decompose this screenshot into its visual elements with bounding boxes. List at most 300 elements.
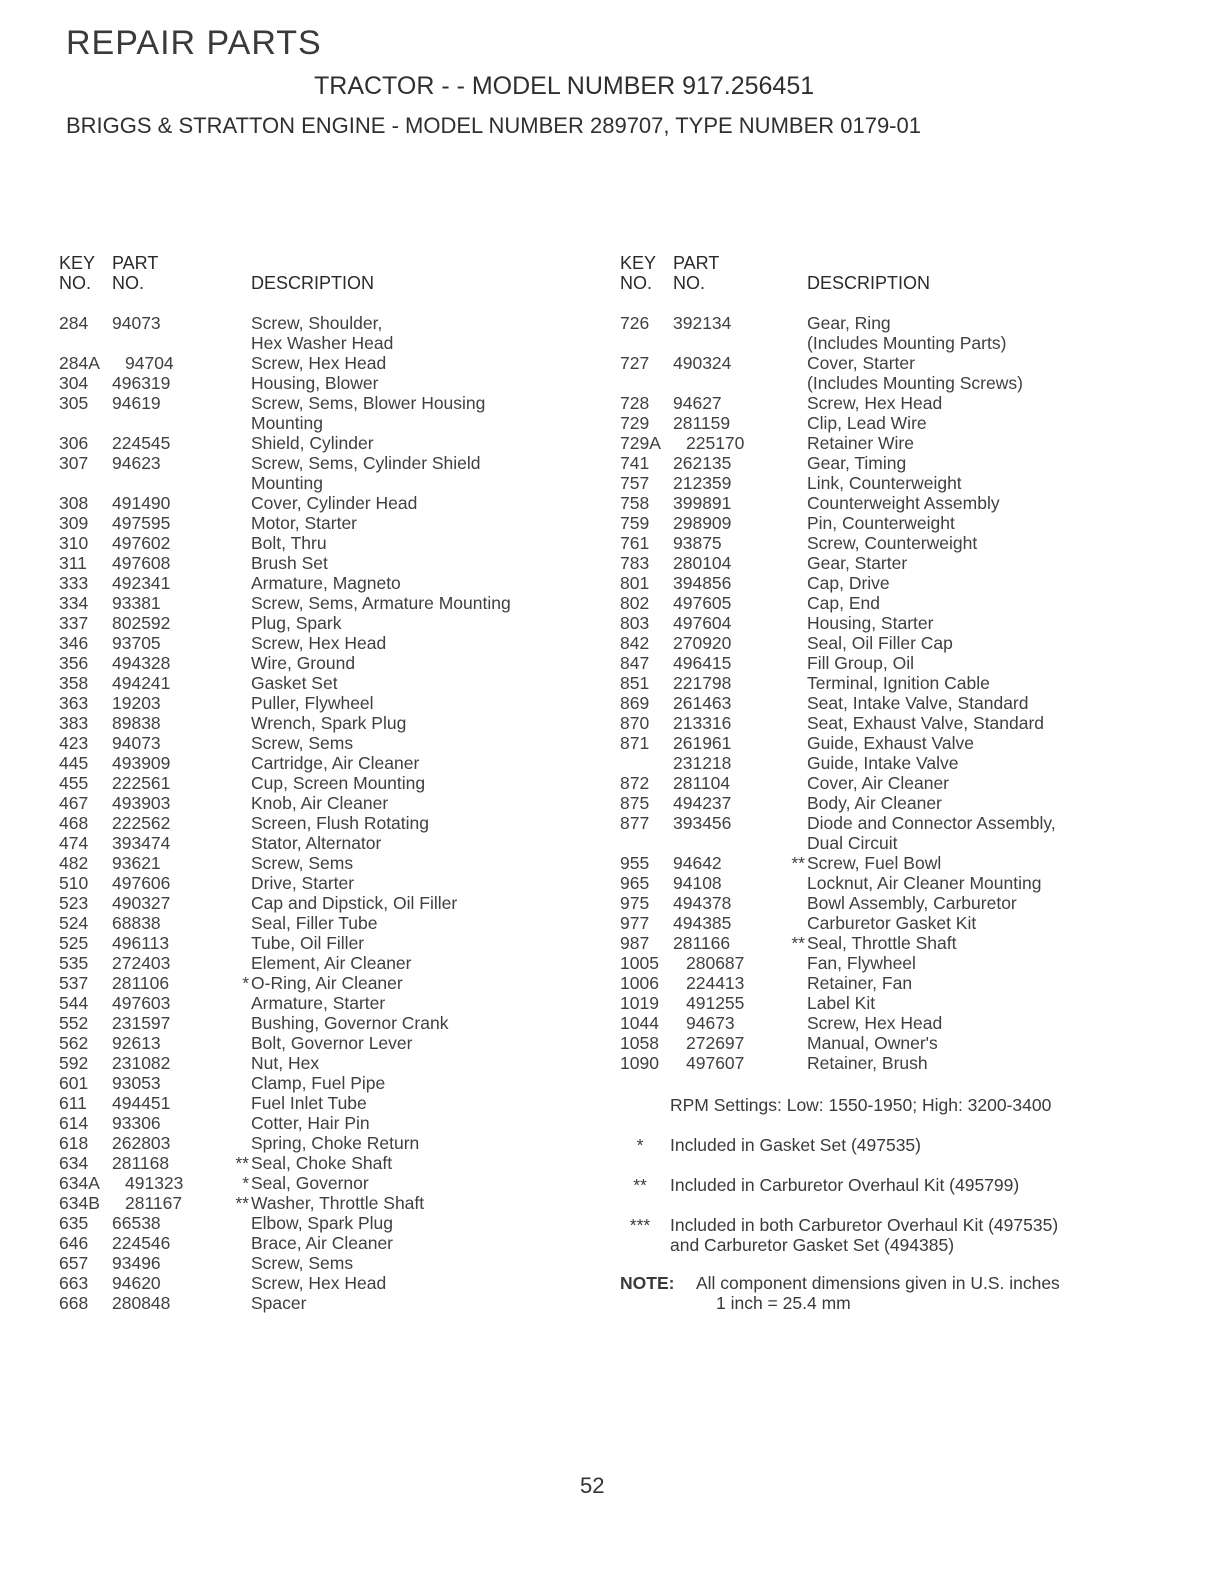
part-number: 93381 bbox=[112, 593, 161, 613]
key-number: 383 bbox=[59, 713, 89, 733]
note-text bbox=[696, 1273, 1220, 1313]
part-number: 93621 bbox=[112, 853, 161, 873]
parts-row bbox=[59, 793, 659, 813]
description-line: Housing, Blower bbox=[251, 373, 379, 393]
description-line: Elbow, Spark Plug bbox=[251, 1213, 394, 1233]
part-number: 491490 bbox=[112, 493, 171, 513]
description-line: Manual, Owner's bbox=[807, 1033, 938, 1053]
footnote-symbol: ** bbox=[633, 1175, 647, 1195]
key-number: 1006 bbox=[620, 973, 659, 993]
key-number: 1044 bbox=[620, 1013, 659, 1033]
parts-row bbox=[620, 513, 1220, 533]
part-number: 491323 bbox=[125, 1173, 184, 1193]
parts-row bbox=[620, 413, 1220, 433]
description-line: Pin, Counterweight bbox=[807, 513, 955, 533]
part-number: 262135 bbox=[673, 453, 732, 473]
part-description bbox=[251, 673, 659, 693]
parts-row bbox=[620, 1033, 1220, 1053]
parts-row bbox=[59, 493, 659, 513]
key-number: 334 bbox=[59, 593, 89, 613]
description-line: Screen, Flush Rotating bbox=[251, 813, 430, 833]
footnote-text bbox=[670, 1175, 1220, 1195]
part-description bbox=[807, 1013, 1220, 1033]
description-line: Armature, Starter bbox=[251, 993, 386, 1013]
column-header bbox=[620, 253, 1220, 313]
description-line: Knob, Air Cleaner bbox=[251, 793, 389, 813]
description-line: Link, Counterweight bbox=[807, 473, 962, 493]
key-number: 758 bbox=[620, 493, 650, 513]
parts-row bbox=[59, 693, 659, 713]
description-line: Bowl Assembly, Carburetor bbox=[807, 893, 1017, 913]
key-number: 552 bbox=[59, 1013, 89, 1033]
parts-row bbox=[59, 433, 659, 453]
parts-row bbox=[59, 1253, 659, 1273]
part-description bbox=[251, 1133, 659, 1153]
key-no-header: KEY NO. bbox=[620, 253, 657, 293]
description-line: Motor, Starter bbox=[251, 513, 358, 533]
key-number: 657 bbox=[59, 1253, 89, 1273]
part-description bbox=[807, 593, 1220, 613]
part-number: 281167 bbox=[125, 1193, 183, 1213]
part-description bbox=[807, 453, 1220, 473]
part-description bbox=[807, 313, 1220, 353]
part-description bbox=[807, 713, 1220, 733]
description-line: Washer, Throttle Shaft bbox=[251, 1193, 425, 1213]
part-description bbox=[807, 853, 1220, 873]
parts-row bbox=[59, 613, 659, 633]
parts-row bbox=[59, 1033, 659, 1053]
part-number: 93306 bbox=[112, 1113, 161, 1133]
key-number: 851 bbox=[620, 673, 650, 693]
description-line: Element, Air Cleaner bbox=[251, 953, 412, 973]
part-description bbox=[251, 753, 659, 773]
parts-row bbox=[620, 893, 1220, 913]
part-description bbox=[251, 793, 659, 813]
parts-row bbox=[620, 613, 1220, 633]
key-number: 634 bbox=[59, 1153, 89, 1173]
description-line: Retainer, Fan bbox=[807, 973, 913, 993]
key-number: 510 bbox=[59, 873, 89, 893]
description-line: Screw, Sems, Blower Housing bbox=[251, 393, 486, 413]
footnote-line: Included in both Carburetor Overhaul Kit (497535) bbox=[670, 1215, 1059, 1235]
part-number: 494241 bbox=[112, 673, 171, 693]
part-description bbox=[251, 933, 659, 953]
parts-row bbox=[59, 373, 659, 393]
part-number: 494237 bbox=[673, 793, 732, 813]
part-description bbox=[807, 393, 1220, 413]
parts-row bbox=[59, 1213, 659, 1233]
description-line: Bolt, Governor Lever bbox=[251, 1033, 413, 1053]
description-line: Guide, Intake Valve bbox=[807, 753, 959, 773]
parts-row bbox=[59, 853, 659, 873]
part-number: 393456 bbox=[673, 813, 732, 833]
key-number: 524 bbox=[59, 913, 89, 933]
part-number: 68838 bbox=[112, 913, 161, 933]
part-number: 94620 bbox=[112, 1273, 161, 1293]
description-line: Locknut, Air Cleaner Mounting bbox=[807, 873, 1042, 893]
footnote-symbol: *** bbox=[629, 1215, 651, 1235]
part-description bbox=[251, 873, 659, 893]
footnote-mark: ** bbox=[235, 1193, 249, 1213]
parts-row bbox=[59, 1233, 659, 1253]
parts-row bbox=[620, 533, 1220, 553]
part-number: 494385 bbox=[673, 913, 732, 933]
part-description bbox=[251, 913, 659, 933]
description-line: Seal, Filler Tube bbox=[251, 913, 378, 933]
parts-row bbox=[59, 353, 659, 373]
part-number: 262803 bbox=[112, 1133, 171, 1153]
part-description bbox=[251, 733, 659, 753]
description-line: Screw, Sems bbox=[251, 733, 354, 753]
key-number: 842 bbox=[620, 633, 650, 653]
description-line: Label Kit bbox=[807, 993, 876, 1013]
parts-row bbox=[620, 653, 1220, 673]
key-number: 634A bbox=[59, 1173, 100, 1193]
key-number: 801 bbox=[620, 573, 650, 593]
part-description bbox=[807, 913, 1220, 933]
part-description bbox=[251, 1293, 659, 1313]
part-description bbox=[251, 993, 659, 1013]
key-number: 284 bbox=[59, 313, 89, 333]
page-title: REPAIR PARTS bbox=[66, 24, 322, 62]
part-number: 94642 bbox=[673, 853, 722, 873]
parts-row bbox=[59, 633, 659, 653]
note-label: NOTE: bbox=[620, 1273, 675, 1293]
description-line: Screw, Hex Head bbox=[251, 353, 387, 373]
part-number: 222562 bbox=[112, 813, 171, 833]
part-number: 497603 bbox=[112, 993, 171, 1013]
part-number: 802592 bbox=[112, 613, 171, 633]
part-number: 280104 bbox=[673, 553, 732, 573]
part-number: 497595 bbox=[112, 513, 171, 533]
key-number: 802 bbox=[620, 593, 650, 613]
parts-row bbox=[620, 753, 1220, 773]
part-number: 94623 bbox=[112, 453, 161, 473]
key-number: 445 bbox=[59, 753, 89, 773]
parts-row bbox=[59, 1173, 659, 1193]
parts-row bbox=[620, 813, 1220, 853]
description-line: Retainer Wire bbox=[807, 433, 914, 453]
description-line: Puller, Flywheel bbox=[251, 693, 374, 713]
part-number: 221798 bbox=[673, 673, 732, 693]
key-number: 356 bbox=[59, 653, 89, 673]
footnote-mark: ** bbox=[235, 1153, 249, 1173]
parts-row bbox=[620, 573, 1220, 593]
key-number: 455 bbox=[59, 773, 89, 793]
description-line: Seal, Governor bbox=[251, 1173, 369, 1193]
parts-row bbox=[59, 1093, 659, 1113]
part-description bbox=[251, 813, 659, 833]
part-number: 213316 bbox=[673, 713, 732, 733]
parts-row bbox=[59, 1073, 659, 1093]
description-line: Screw, Counterweight bbox=[807, 533, 978, 553]
description-line: Screw, Sems bbox=[251, 1253, 354, 1273]
parts-row bbox=[620, 1053, 1220, 1073]
part-description bbox=[251, 713, 659, 733]
parts-row bbox=[620, 973, 1220, 993]
engine-model-heading: BRIGGS & STRATTON ENGINE - MODEL NUMBER 289707, TYPE NUMBER 0179-01 bbox=[66, 113, 921, 138]
description-line: Gasket Set bbox=[251, 673, 338, 693]
part-number: 494378 bbox=[673, 893, 732, 913]
key-number: 729A bbox=[620, 433, 661, 453]
part-description bbox=[807, 1033, 1220, 1053]
part-number: 231597 bbox=[112, 1013, 171, 1033]
note-line: 1 inch = 25.4 mm bbox=[716, 1293, 851, 1313]
description-line: Hex Washer Head bbox=[251, 333, 394, 353]
part-number: 94073 bbox=[112, 313, 161, 333]
parts-row bbox=[620, 433, 1220, 453]
key-number: 1058 bbox=[620, 1033, 659, 1053]
part-description bbox=[251, 493, 659, 513]
part-description bbox=[807, 893, 1220, 913]
description-line: Cover, Starter bbox=[807, 353, 915, 373]
part-number: 399891 bbox=[673, 493, 732, 513]
part-description bbox=[251, 1073, 659, 1093]
key-number: 611 bbox=[59, 1093, 87, 1113]
description-line: Screw, Sems, Armature Mounting bbox=[251, 593, 511, 613]
part-description bbox=[251, 313, 659, 353]
part-number: 270920 bbox=[673, 633, 732, 653]
dimension-note bbox=[620, 1273, 1220, 1313]
description-line: Shield, Cylinder bbox=[251, 433, 374, 453]
part-description bbox=[807, 553, 1220, 573]
part-description bbox=[807, 573, 1220, 593]
description-line: Terminal, Ignition Cable bbox=[807, 673, 990, 693]
description-line: Spacer bbox=[251, 1293, 307, 1313]
key-number: 482 bbox=[59, 853, 89, 873]
description-line: Tube, Oil Filler bbox=[251, 933, 365, 953]
part-number: 497608 bbox=[112, 553, 171, 573]
description-line: Cap, End bbox=[807, 593, 880, 613]
description-line: Screw, Shoulder, bbox=[251, 313, 383, 333]
part-number: 19203 bbox=[112, 693, 161, 713]
parts-row bbox=[59, 453, 659, 493]
key-number: 474 bbox=[59, 833, 89, 853]
key-number: 871 bbox=[620, 733, 650, 753]
footnote-mark: ** bbox=[791, 933, 805, 953]
part-number: 281104 bbox=[673, 773, 731, 793]
parts-row bbox=[59, 813, 659, 833]
footnote bbox=[620, 1135, 1220, 1155]
key-number: 987 bbox=[620, 933, 650, 953]
description-line: Cartridge, Air Cleaner bbox=[251, 753, 420, 773]
parts-row bbox=[59, 713, 659, 733]
note-line: All component dimensions given in U.S. inches bbox=[696, 1273, 1060, 1293]
parts-row bbox=[59, 553, 659, 573]
part-number: 281159 bbox=[673, 413, 731, 433]
part-description bbox=[807, 353, 1220, 393]
part-number: 496319 bbox=[112, 373, 171, 393]
description-line: Seat, Intake Valve, Standard bbox=[807, 693, 1029, 713]
key-number: 309 bbox=[59, 513, 89, 533]
description-line: Cap, Drive bbox=[807, 573, 890, 593]
key-number: 741 bbox=[620, 453, 650, 473]
description-line: Nut, Hex bbox=[251, 1053, 320, 1073]
part-number: 212359 bbox=[673, 473, 732, 493]
part-description bbox=[251, 1173, 659, 1193]
parts-row bbox=[620, 793, 1220, 813]
key-number: 875 bbox=[620, 793, 650, 813]
parts-row bbox=[59, 753, 659, 773]
parts-row bbox=[620, 553, 1220, 573]
part-number: 280687 bbox=[686, 953, 745, 973]
part-number: 93705 bbox=[112, 633, 161, 653]
key-number: 304 bbox=[59, 373, 89, 393]
description-line: Retainer, Brush bbox=[807, 1053, 928, 1073]
part-description bbox=[251, 613, 659, 633]
key-number: 668 bbox=[59, 1293, 89, 1313]
key-number: 759 bbox=[620, 513, 650, 533]
parts-row bbox=[59, 1293, 659, 1313]
parts-row bbox=[59, 773, 659, 793]
footnote-line: Included in Gasket Set (497535) bbox=[670, 1135, 921, 1155]
part-number: 92613 bbox=[112, 1033, 161, 1053]
description-line: (Includes Mounting Parts) bbox=[807, 333, 1007, 353]
part-number: 497602 bbox=[112, 533, 171, 553]
parts-row bbox=[59, 673, 659, 693]
parts-row bbox=[59, 913, 659, 933]
part-number: 94704 bbox=[125, 353, 174, 373]
parts-row bbox=[620, 473, 1220, 493]
part-description bbox=[807, 753, 1220, 773]
parts-row bbox=[59, 733, 659, 753]
parts-row bbox=[59, 573, 659, 593]
part-description bbox=[807, 473, 1220, 493]
description-line: Armature, Magneto bbox=[251, 573, 401, 593]
part-number: 272403 bbox=[112, 953, 171, 973]
description-line: Cotter, Hair Pin bbox=[251, 1113, 370, 1133]
description-line: Seal, Choke Shaft bbox=[251, 1153, 393, 1173]
parts-row bbox=[620, 313, 1220, 353]
description-line: Guide, Exhaust Valve bbox=[807, 733, 974, 753]
description-line: Mounting bbox=[251, 413, 323, 433]
part-description bbox=[251, 633, 659, 653]
part-number: 225170 bbox=[686, 433, 745, 453]
key-number: 634B bbox=[59, 1193, 100, 1213]
part-description bbox=[807, 633, 1220, 653]
key-number: 663 bbox=[59, 1273, 89, 1293]
footnote bbox=[620, 1175, 1220, 1195]
part-number: 492341 bbox=[112, 573, 171, 593]
parts-row bbox=[59, 653, 659, 673]
key-number: 537 bbox=[59, 973, 89, 993]
description-line: Fuel Inlet Tube bbox=[251, 1093, 367, 1113]
part-description bbox=[251, 1033, 659, 1053]
parts-list-right bbox=[620, 313, 1220, 1073]
part-number: 94619 bbox=[112, 393, 161, 413]
parts-row bbox=[59, 1113, 659, 1133]
parts-row bbox=[59, 313, 659, 353]
key-number: 1019 bbox=[620, 993, 659, 1013]
part-description bbox=[251, 373, 659, 393]
footnote bbox=[620, 1215, 1220, 1255]
part-description bbox=[251, 573, 659, 593]
description-line: Screw, Sems, Cylinder Shield bbox=[251, 453, 481, 473]
parts-row bbox=[59, 593, 659, 613]
parts-row bbox=[59, 833, 659, 853]
part-description bbox=[251, 1113, 659, 1133]
footnote-line: Included in Carburetor Overhaul Kit (495799) bbox=[670, 1175, 1020, 1195]
key-number: 618 bbox=[59, 1133, 89, 1153]
part-description bbox=[807, 413, 1220, 433]
description-line: Clip, Lead Wire bbox=[807, 413, 927, 433]
parts-row bbox=[620, 1013, 1220, 1033]
part-description bbox=[807, 513, 1220, 533]
key-number: 306 bbox=[59, 433, 89, 453]
part-description bbox=[807, 693, 1220, 713]
description-line: Screw, Hex Head bbox=[807, 393, 943, 413]
parts-row bbox=[620, 713, 1220, 733]
description-line: Screw, Hex Head bbox=[251, 633, 387, 653]
part-description bbox=[807, 873, 1220, 893]
parts-row bbox=[620, 593, 1220, 613]
part-description bbox=[251, 1013, 659, 1033]
footnote-mark: * bbox=[242, 973, 249, 993]
parts-row bbox=[59, 873, 659, 893]
key-number: 757 bbox=[620, 473, 650, 493]
key-number: 727 bbox=[620, 353, 650, 373]
key-number: 965 bbox=[620, 873, 650, 893]
parts-row bbox=[59, 993, 659, 1013]
part-description bbox=[807, 933, 1220, 953]
footnote-text bbox=[670, 1135, 1220, 1155]
part-description bbox=[251, 453, 659, 493]
part-number: 89838 bbox=[112, 713, 161, 733]
key-number: 468 bbox=[59, 813, 89, 833]
part-number: 224546 bbox=[112, 1233, 171, 1253]
parts-row bbox=[620, 733, 1220, 753]
key-number: 358 bbox=[59, 673, 89, 693]
part-description bbox=[251, 433, 659, 453]
key-number: 1090 bbox=[620, 1053, 659, 1073]
part-description bbox=[251, 653, 659, 673]
part-description bbox=[251, 593, 659, 613]
part-no-header: PART NO. bbox=[673, 253, 720, 293]
parts-list-left bbox=[59, 313, 659, 1313]
parts-row bbox=[59, 893, 659, 913]
part-number: 491255 bbox=[686, 993, 745, 1013]
description-line: Brush Set bbox=[251, 553, 328, 573]
parts-row bbox=[59, 533, 659, 553]
column-header bbox=[59, 253, 659, 313]
key-number: 525 bbox=[59, 933, 89, 953]
key-number: 646 bbox=[59, 1233, 89, 1253]
part-description bbox=[251, 393, 659, 433]
key-number: 783 bbox=[620, 553, 650, 573]
part-number: 224413 bbox=[686, 973, 745, 993]
notes-section bbox=[620, 1095, 1220, 1313]
key-number: 307 bbox=[59, 453, 89, 473]
part-number: 66538 bbox=[112, 1213, 161, 1233]
key-number: 592 bbox=[59, 1053, 89, 1073]
part-description bbox=[807, 673, 1220, 693]
description-line: O-Ring, Air Cleaner bbox=[251, 973, 403, 993]
parts-row bbox=[620, 913, 1220, 933]
description-line: Dual Circuit bbox=[807, 833, 898, 853]
part-description bbox=[807, 1053, 1220, 1073]
key-number: 803 bbox=[620, 613, 650, 633]
key-number: 467 bbox=[59, 793, 89, 813]
parts-row bbox=[59, 1053, 659, 1073]
part-number: 272697 bbox=[686, 1033, 745, 1053]
footnotes bbox=[620, 1135, 1220, 1255]
parts-row bbox=[59, 1153, 659, 1173]
part-description bbox=[807, 533, 1220, 553]
part-number: 93053 bbox=[112, 1073, 161, 1093]
part-description bbox=[251, 1273, 659, 1293]
key-number: 363 bbox=[59, 693, 89, 713]
part-no-header: PART NO. bbox=[112, 253, 159, 293]
